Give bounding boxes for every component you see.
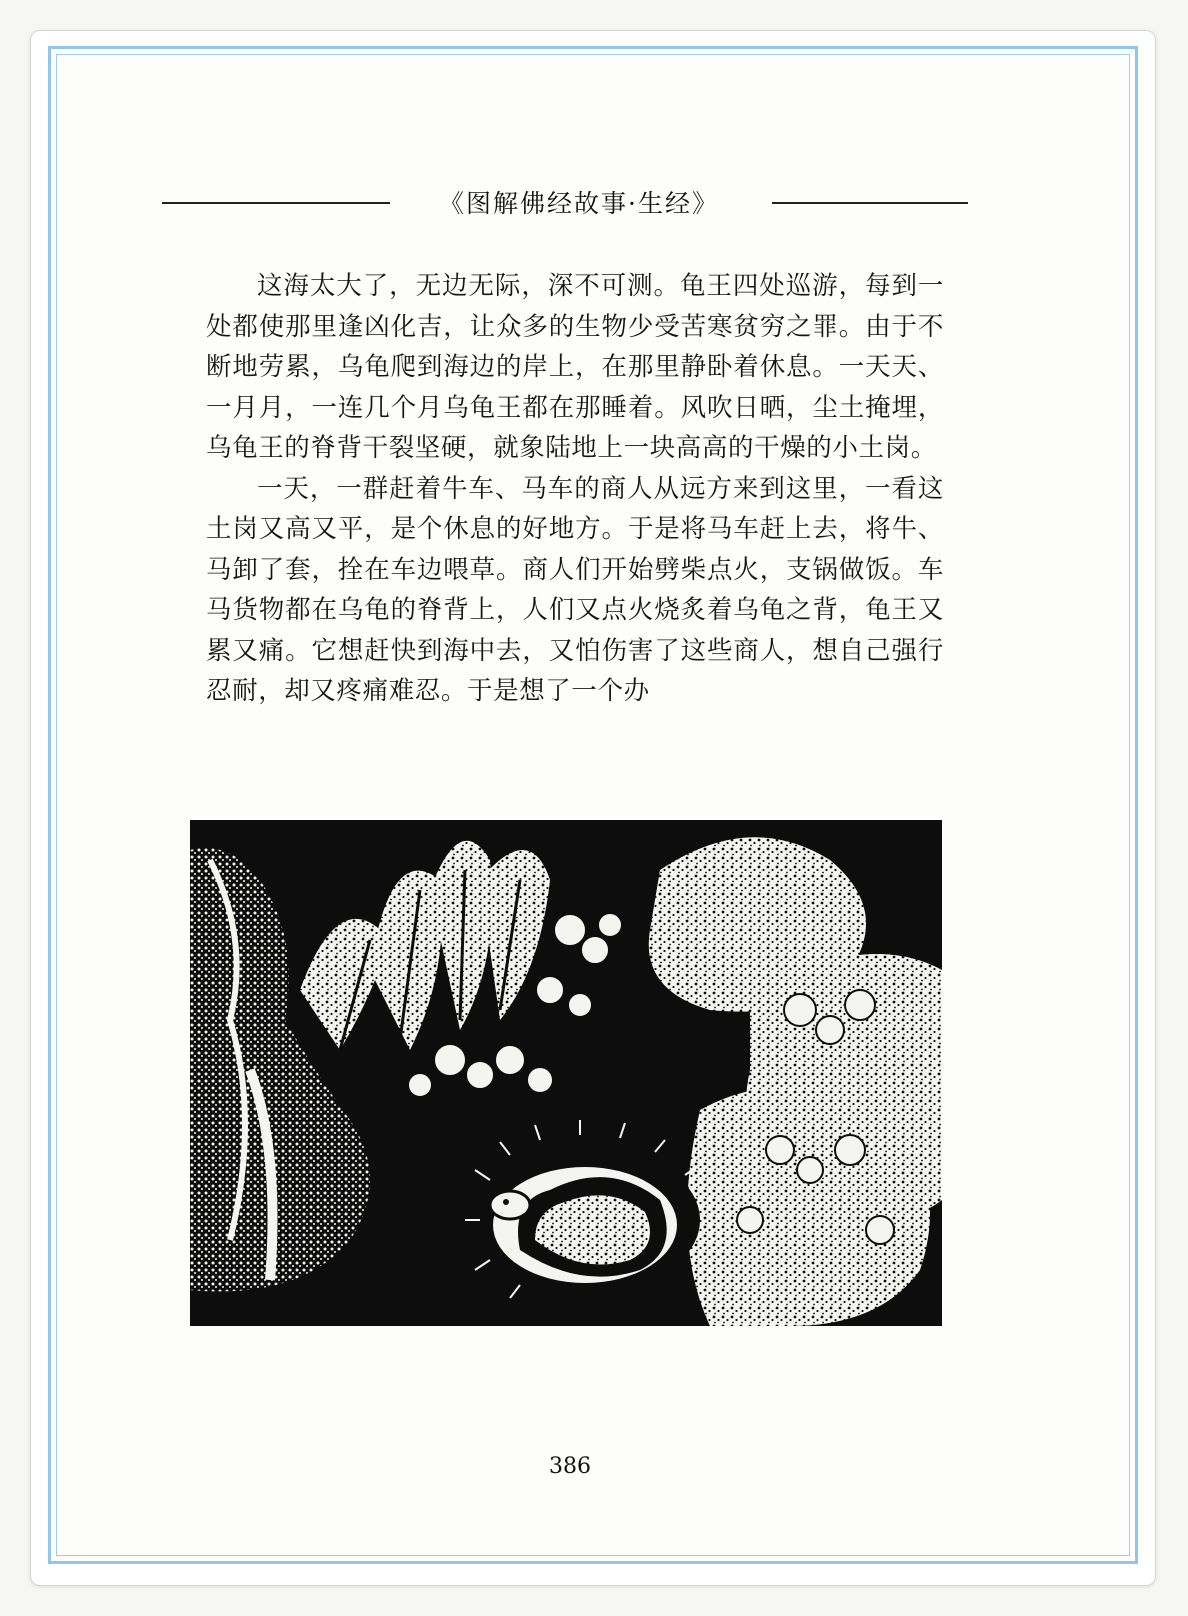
woodcut-illustration [190, 820, 942, 1326]
header-rule-right [772, 202, 968, 204]
paragraph-2: 一天，一群赶着牛车、马车的商人从远方来到这里，一看这土岗又高又平，是个休息的好地方。于是将马车赶上去，将牛、马卸了套，拴在车边喂草。商人们开始劈柴点火，支锅做饭。车马货物都在乌龟的脊背上，人们又点火烧炙着乌龟之背，龟王又累又痛。它想赶快到海中去，又怕伤害了这些商人，想自己强行忍耐，却又疼痛难忍。于是想了一个办 [206, 473, 944, 706]
page-number: 386 [549, 1454, 591, 1479]
body-text [206, 266, 944, 712]
header-title: 《图解佛经故事·生经》 [439, 189, 719, 218]
paragraph-1: 这海太大了，无边无际，深不可测。龟王四处巡游，每到一处都使那里逢凶化吉，让众多的生物少受苦寒贫穷之罪。由于不断地劳累，乌龟爬到海边的岸上，在那里静卧着休息。一天天、一月月，一连几个月乌龟王都在那睡着。风吹日晒，尘土掩埋，乌龟王的脊背干裂坚硬，就象陆地上一块高高的干燥的小土岗。 [206, 271, 944, 463]
running-header [162, 182, 968, 222]
header-rule-left [162, 202, 390, 204]
illustration-svg [190, 820, 942, 1326]
